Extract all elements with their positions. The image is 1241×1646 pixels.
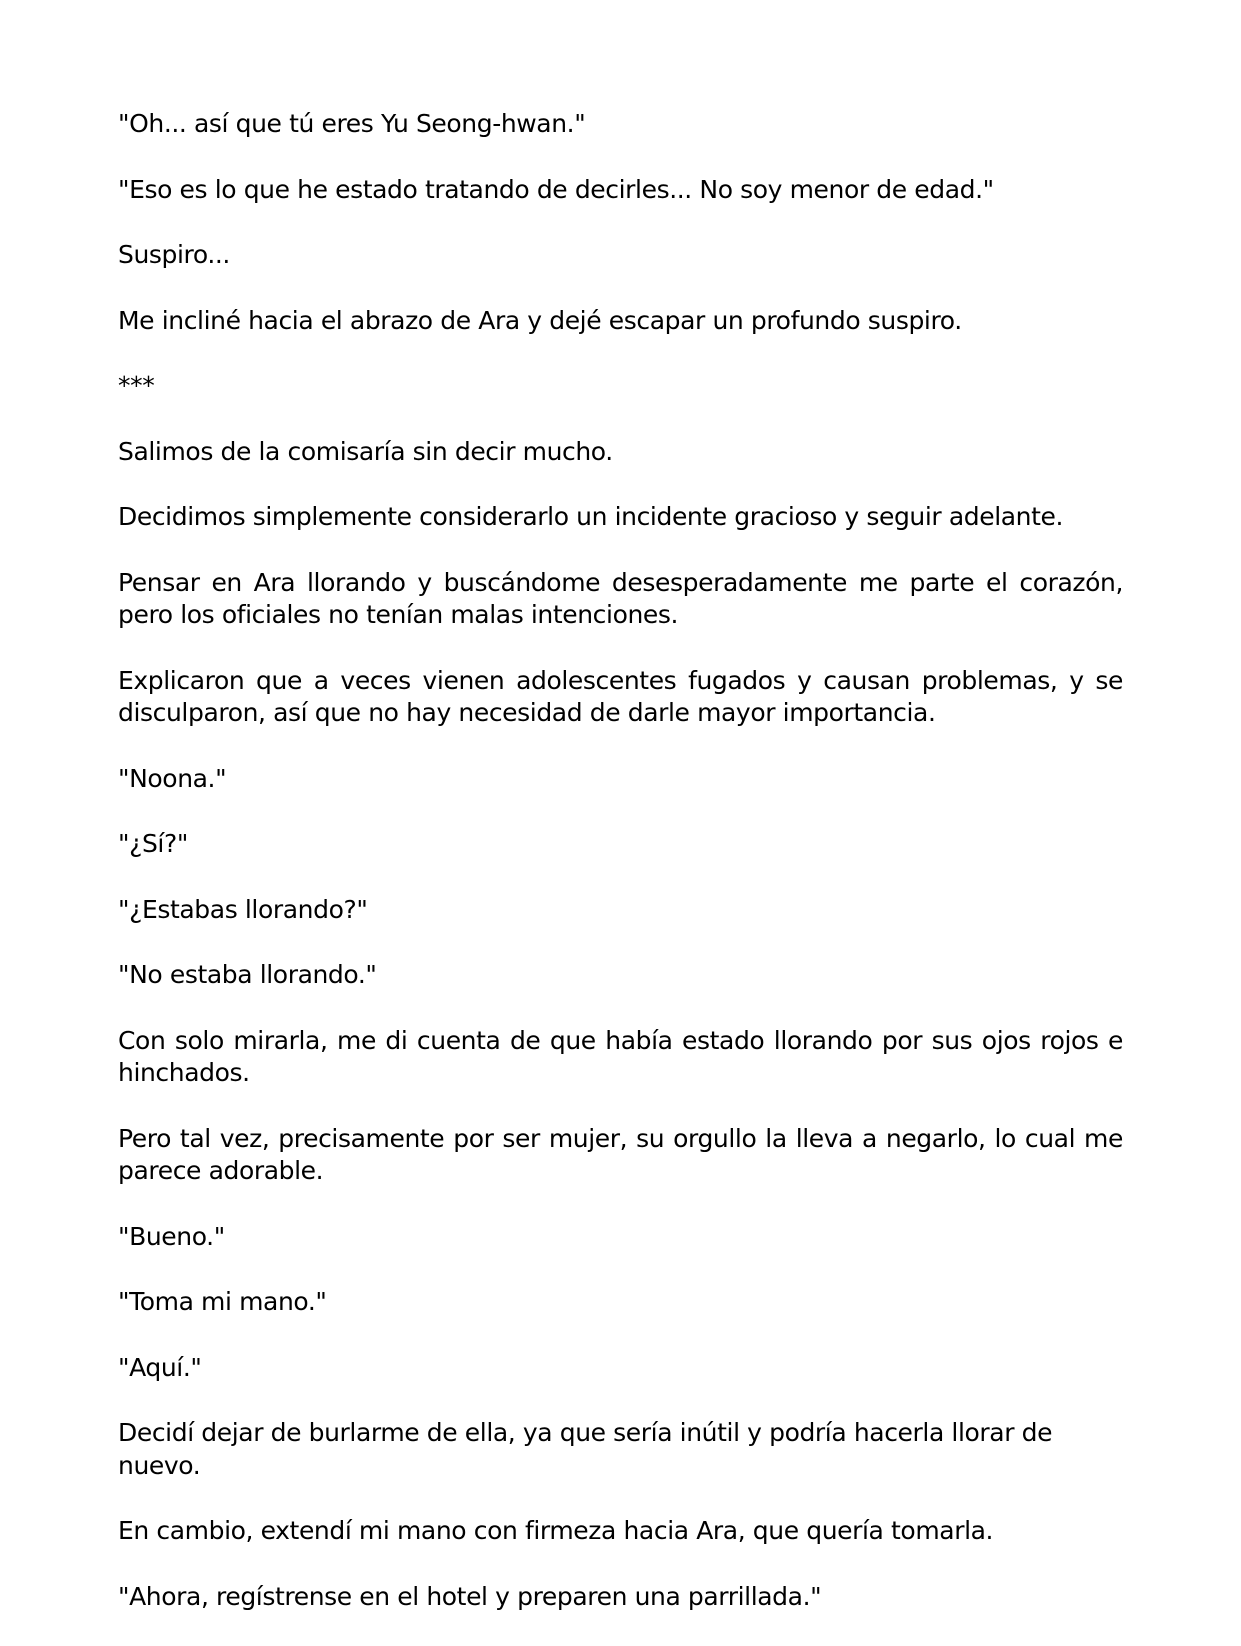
paragraph-dialogue: "Toma mi mano." (118, 1287, 327, 1316)
document-page (118, 108, 1123, 1646)
paragraph-dialogue: "Aquí." (118, 1352, 202, 1382)
paragraph: Con solo mirarla, me di cuenta de que había estado llorando por sus ojos rojos e hinchados. (118, 1025, 1123, 1087)
paragraph: Pero tal vez, precisamente por ser mujer, su orgullo la lleva a negarlo, lo cual me parece adorable. (118, 1123, 1123, 1185)
paragraph: Pensar en Ara llorando y buscándome desesperadamente me parte el corazón, pero los oficiales no tenían malas intenciones. (118, 567, 1123, 629)
paragraph-dialogue: "Ahora, regístrense en el hotel y preparen una parrillada." (118, 1581, 822, 1611)
paragraph-dialogue: "Eso es lo que he estado tratando de decirles... No soy menor de edad." (118, 174, 994, 204)
paragraph: Explicaron que a veces vienen adolescentes fugados y causan problemas, y se disculparon, así que no hay necesidad de darle mayor importancia. (118, 665, 1123, 727)
paragraph-dialogue: "No estaba llorando." (118, 960, 377, 989)
paragraph: Decidí dejar de burlarme de ella, ya que sería inútil y podría hacerla llorar de nuevo. (118, 1418, 1053, 1480)
paragraph-dialogue: "Bueno." (118, 1221, 225, 1251)
paragraph-dialogue: "Oh... así que tú eres Yu Seong-hwan." (118, 109, 586, 138)
paragraph: En cambio, extendí mi mano con firmeza hacia Ara, que quería tomarla. (118, 1516, 994, 1545)
paragraph: Salimos de la comisaría sin decir mucho. (118, 436, 613, 466)
paragraph: Me incliné hacia el abrazo de Ara y dejé escapar un profundo suspiro. (118, 305, 962, 335)
paragraph-dialogue: "¿Estabas llorando?" (118, 894, 368, 924)
paragraph-dialogue: "Noona." (118, 763, 227, 793)
paragraph: Decidimos simplemente considerarlo un incidente gracioso y seguir adelante. (118, 502, 1064, 531)
scene-break: *** (118, 371, 155, 400)
paragraph-dialogue: "¿Sí?" (118, 829, 188, 858)
paragraph: Suspiro... (118, 240, 230, 269)
